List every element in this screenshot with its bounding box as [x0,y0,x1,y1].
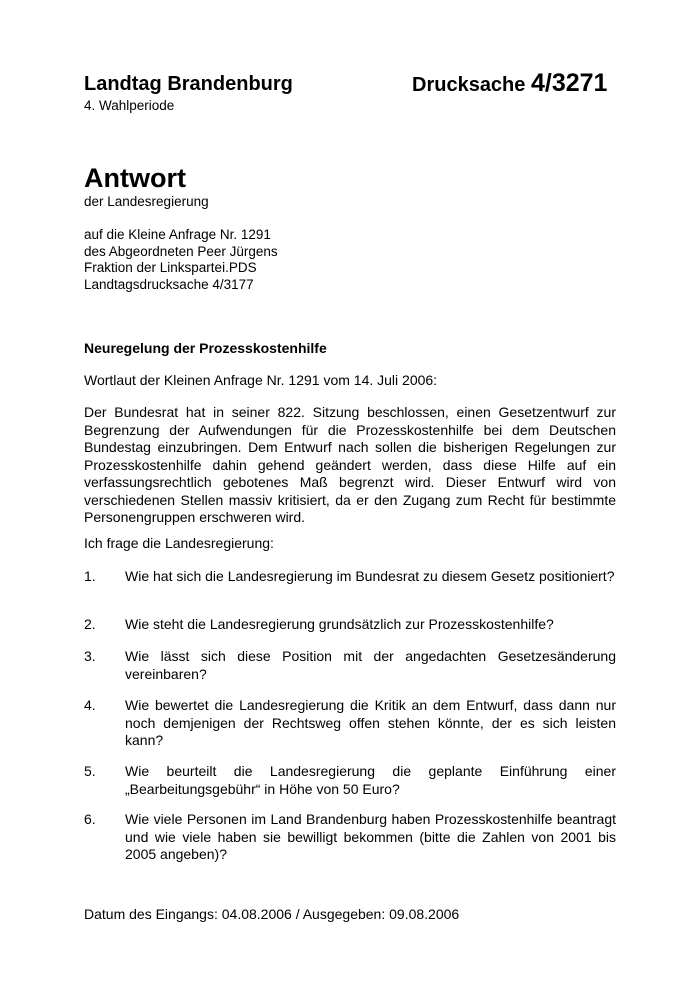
parliament-name: Landtag Brandenburg [84,73,293,95]
question-item [84,763,616,798]
question-number: 6. [84,811,96,827]
document-label: Drucksache [412,74,526,96]
document-number [412,70,607,98]
question-text: Wie beurteilt die Landesregierung die geplante Einführung einer „Bearbeitungsgebühr“ in Höhe von 50 Euro? [125,763,616,797]
question-text: Wie lässt sich diese Position mit der angedachten Gesetzesänderung vereinbaren? [125,648,616,682]
intro-paragraph: Der Bundesrat hat in seiner 822. Sitzung beschlossen, einen Gesetzentwurf zur Begrenzung der Aufwendungen für die Prozesskostenhilfe bei dem Deutschen Bundestag einzubringen. Dem Entwurf nach sollen die bisherigen Regelungen zur Prozesskostenhilfe dahin gehend geändert werden, dass diese Hilfe auf ein verfassungsrechtlich gebotenes Maß begrenzt wird. Dieser Entwurf wird von verschiedenen Stellen massiv kritisiert, da er den Zugang zum Recht für bestimmte Personengruppen erschweren wird. [84,404,616,525]
question-item [84,616,616,634]
question-item [84,697,616,750]
question-number: 5. [84,763,96,779]
page-title: Antwort [84,163,186,193]
wording-line: Wortlaut der Kleinen Anfrage Nr. 1291 vom 14. Juli 2006: [84,372,438,388]
topic-heading: Neuregelung der Prozesskostenhilfe [84,340,327,356]
question-text: Wie steht die Landesregierung grundsätzlich zur Prozesskostenhilfe? [125,616,554,632]
page-subtitle: der Landesregierung [84,194,209,209]
question-number: 4. [84,697,96,713]
reference-block [84,227,278,293]
reference-line: Landtagsdrucksache 4/3177 [84,276,254,292]
question-item [84,811,616,864]
question-text: Wie bewertet die Landesregierung die Kritik an dem Entwurf, dass dann nur noch demjenigen der Rechtsweg offen stehen könnte, der es sich leisten kann? [125,697,616,748]
reference-line: Fraktion der Linkspartei.PDS [84,260,257,275]
question-text: Wie hat sich die Landesregierung im Bundesrat zu diesem Gesetz positioniert? [125,568,615,584]
receipt-date-line: Datum des Eingangs: 04.08.2006 / Ausgegeben: 09.08.2006 [84,906,460,922]
question-item [84,648,616,683]
question-text: Wie viele Personen im Land Brandenburg haben Prozesskostenhilfe beantragt und wie viele haben sie bewilligt bekommen (bitte die Zahlen von 2001 bis 2005 angeben)? [125,811,616,862]
reference-line: des Abgeordneten Peer Jürgens [84,243,278,259]
question-number: 1. [84,568,96,584]
question-number: 3. [84,648,96,664]
question-item [84,568,616,586]
question-number: 2. [84,616,96,632]
legislative-period: 4. Wahlperiode [84,98,175,113]
ask-line: Ich frage die Landesregierung: [84,535,274,551]
reference-line: auf die Kleine Anfrage Nr. 1291 [84,227,271,242]
document-number-value: 4/3271 [530,69,608,97]
